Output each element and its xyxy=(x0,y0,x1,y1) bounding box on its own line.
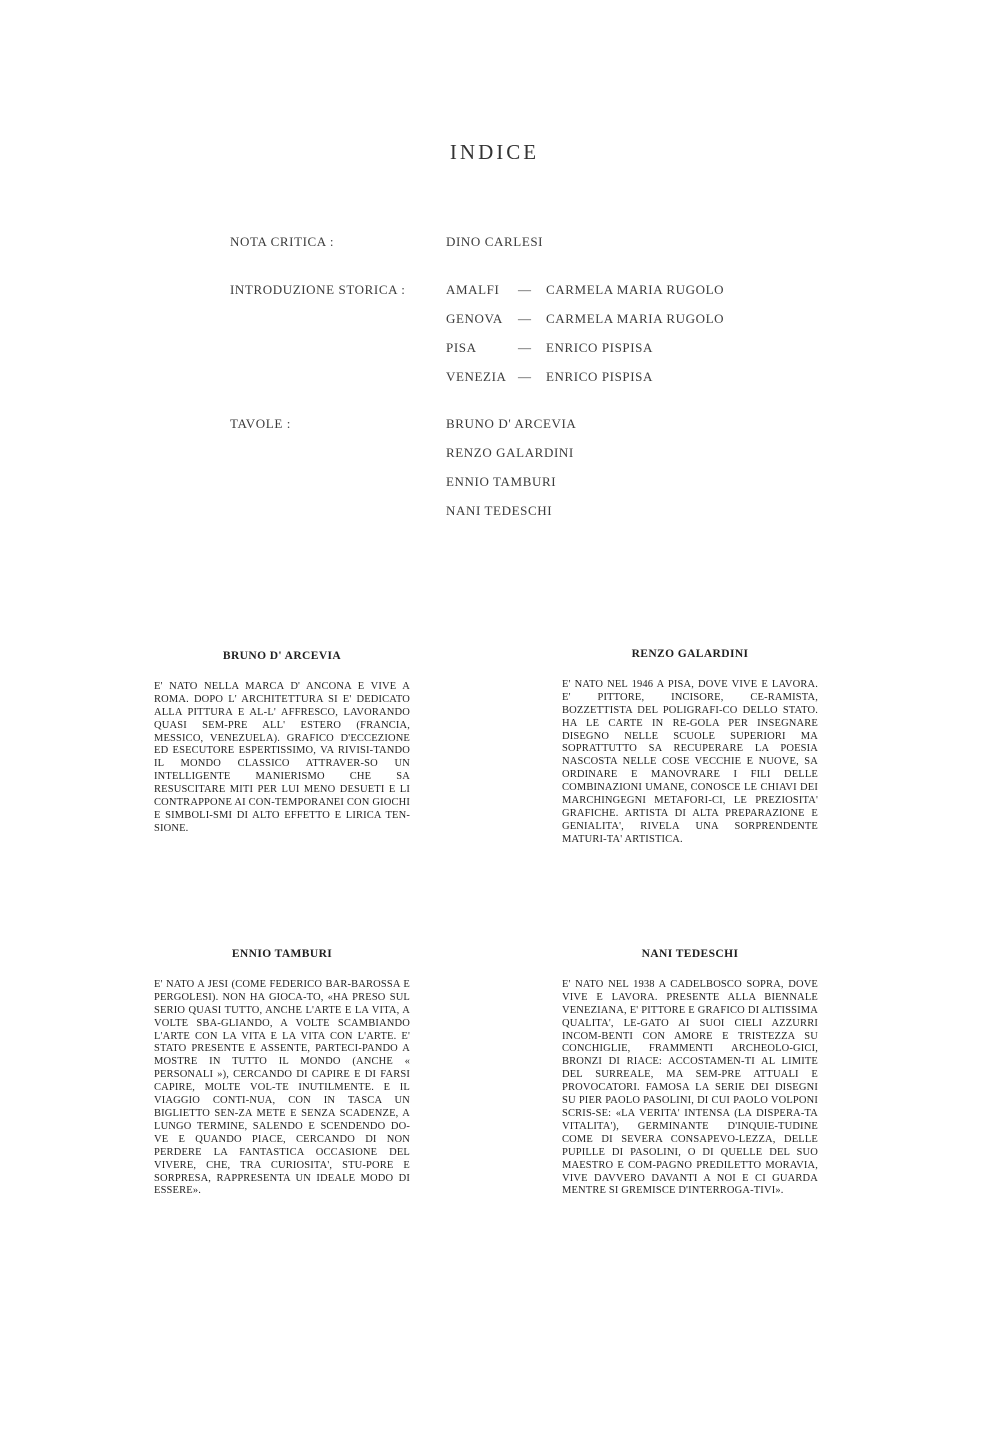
dash: — xyxy=(518,369,532,384)
toc-section-introduzione-storica xyxy=(230,280,790,396)
author-name: CARMELA MARIA RUGOLO xyxy=(546,282,725,297)
page-title: INDICE xyxy=(449,140,540,164)
toc-label: INTRODUZIONE STORICA : xyxy=(230,282,406,297)
bio-ennio-tamburi xyxy=(154,948,410,1198)
bio-text: E' NATO NEL 1938 A CADELBOSCO SOPRA, DOVE VIVE E LAVORA. PRESENTE ALLA BIENNALE VENEZIANA, E' PITTORE E GRAFICO DI ALTISSIMA QUALITA', LE-GATO AI SUOI CIELI AZZURRI INCOM-BENTI CON AMORE E TRISTEZZA SU CONCHIGLIE, FRAMMENTI ARCHEOLO-GICI, BRONZI DI RIACE: ACCOSTAMEN-TI AL LIMITE DEL SURREALE, MA SEM-PRE ATTUALI E PROVOCATORI. FAMOSA LA SERIE DEI DISEGNI SU PIER PAOLO PASOLINI, DI CUI PAOLO VOLPONI SCRIS-SE: «LA VERITA' INTENSA (LA DISPERA-TA VITALITA'), GERMINANTE D'INQUIE-TUDINE COME DI SEVERA CONSAPEVO-LEZZA, DELLE PUPILLE DI PASOLINI, O DI QUELLE DEL SUO MAESTRO E COM-PAGNO PREDILETTO MORAVIA, VIVE DAVVERO DAVANTI A NOI E CI GUARDA MENTRE SI GREMISCE D'INTERROGA-TIVI». xyxy=(562,978,818,1197)
toc-section-nota-critica xyxy=(230,232,790,261)
bio-text: E' NATO A JESI (COME FEDERICO BAR-BAROSSA E PERGOLESI). NON HA GIOCA-TO, «HA PRESO SUL SERIO QUASI TUTTO, ANCHE L'ARTE E LA VITA, A VOLTE SBA-GLIANDO, A VOLTE SCAMBIANDO L'ARTE CON LA VITA E LA VITA CON L'ARTE. E' STATO PRESENTE E ASSENTE, PARTECI-PANDO A MOSTRE IN TUTTO IL MONDO (ANCHE « PERSONALI »), CERCANDO DI CAPIRE E DI FARSI CAPIRE, MOLTE VOL-TE INUTILMENTE. E IL VIAGGIO CONTI-NUA, CON IN TASCA UN BIGLIETTO SEN-ZA METE E SENZA SCADENZE, A LUNGO TERMINE, SALENDO E SCENDENDO DO-VE E QUANDO PIACE, CERCANDO DI NON PERDERE LA FANTASTICA OCCASIONE DEL VIVERE, CHE, TRA CURIOSITA', STU-PORE E SORPRESA, RAPPRESENTA UN IDEALE MODO DI ESSERE». xyxy=(154,978,410,1197)
toc-entry: NANI TEDESCHI xyxy=(446,503,553,518)
city-name: AMALFI xyxy=(446,282,500,297)
bio-renzo-galardini xyxy=(562,648,818,847)
dash: — xyxy=(518,282,532,297)
author-name: ENRICO PISPISA xyxy=(546,369,654,384)
bio-text: E' NATO NELLA MARCA D' ANCONA E VIVE A ROMA. DOPO L' ARCHITETTURA SI E' DEDICATO ALLA PITTURA E AL-L' AFFRESCO, LAVORANDO QUASI SEM-PRE ALL' ESTERO (FRANCIA, MESSICO, VENEZUELA). GRAFICO D'ECCEZIONE ED ESECUTORE ESPERTISSIMO, VA RIVISI-TANDO IL MONDO CLASSICO ATTRAVER-SO UN INTELLIGENTE MANIERISMO CHE SA RESUSCITARE MITI PER LUI MENO DESUETI E LI CONTRAPPONE AI CON-TEMPORANEI CON GIOCHI E SIMBOLI-SMI DI ALTO EFFETTO E LIRICA TEN-SIONE. xyxy=(154,680,410,834)
toc-entry: DINO CARLESI xyxy=(446,234,544,249)
toc-label: TAVOLE : xyxy=(230,416,291,431)
toc-entry xyxy=(446,338,790,358)
bio-name: BRUNO D' ARCEVIA xyxy=(222,650,342,662)
dash: — xyxy=(518,311,532,326)
toc-section-tavole xyxy=(230,414,790,530)
dash: — xyxy=(518,340,532,355)
toc-entry: ENNIO TAMBURI xyxy=(446,474,557,489)
city-name: GENOVA xyxy=(446,311,503,326)
toc-entry xyxy=(446,367,790,387)
author-name: ENRICO PISPISA xyxy=(546,340,654,355)
toc-entry xyxy=(446,280,790,300)
bio-name: ENNIO TAMBURI xyxy=(231,948,333,960)
bio-text: E' NATO NEL 1946 A PISA, DOVE VIVE E LAVORA. E' PITTORE, INCISORE, CE-RAMISTA, BOZZETTISTA DEL POLIGRAFI-CO DELLO STATO. HA LE CARTE IN RE-GOLA PER INSEGNARE DISEGNO NELLE SCUOLE SUPERIORI MA SOPRATTUTTO SA RECUPERARE LA POESIA NASCOSTA NELLE COSE VECCHIE E NUOVE, SA ORDINARE E MANOVRARE I FILI DELLE COMBINAZIONI UMANE, CONOSCE LE CHIAVI DEI MARCHINGEGNI METAFORI-CI, LE PREZIOSITA' GRAFICHE. ARTISTA DI ALTA PREPARAZIONE E GENIALITA', RIVELA UNA SORPRENDENTE MATURI-TA' ARTISTICA. xyxy=(562,678,818,845)
toc-entry: RENZO GALARDINI xyxy=(446,445,574,460)
bio-name: RENZO GALARDINI xyxy=(631,648,749,660)
bio-name: NANI TEDESCHI xyxy=(641,948,739,960)
bio-nani-tedeschi xyxy=(562,948,818,1198)
bio-bruno-d-arcevia xyxy=(154,650,410,836)
toc-entry: BRUNO D' ARCEVIA xyxy=(446,416,577,431)
author-name: CARMELA MARIA RUGOLO xyxy=(546,311,725,326)
toc-label: NOTA CRITICA : xyxy=(230,234,335,249)
city-name: VENEZIA xyxy=(446,369,507,384)
table-of-contents xyxy=(230,232,790,530)
city-name: PISA xyxy=(446,340,477,355)
toc-entry xyxy=(446,309,790,329)
